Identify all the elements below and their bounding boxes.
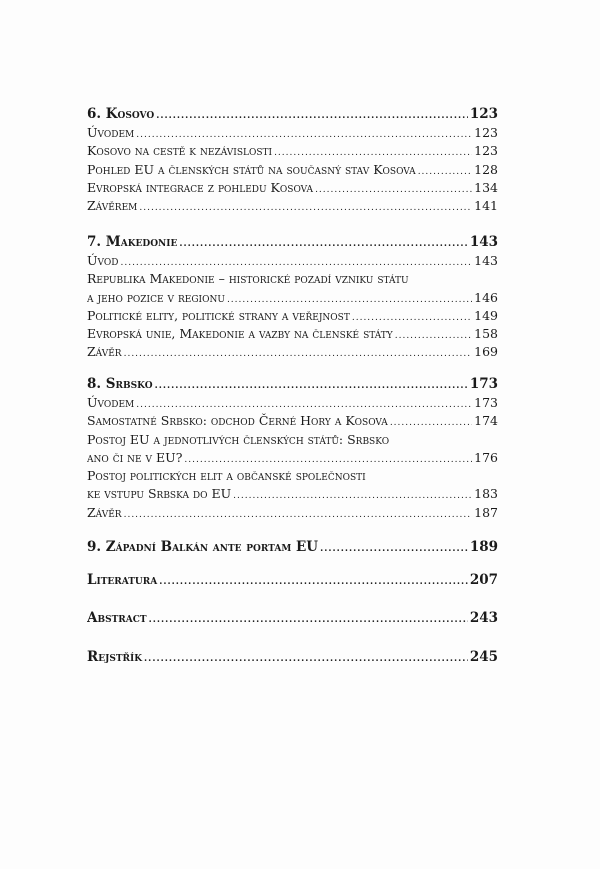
page-number: 207 (469, 572, 498, 588)
chapter-entry[interactable] (87, 608, 498, 628)
subentry[interactable] (87, 504, 498, 522)
subentry-title-line[interactable]: Postoj politických elit a občanské společnosti (87, 468, 366, 484)
chapter-entry[interactable] (87, 537, 498, 557)
entry-title: Úvodem (87, 125, 135, 140)
chapter-section (87, 647, 498, 667)
dot-leader (124, 504, 473, 522)
entry-title: Pohled EU a členských států na současný stav Kosova (87, 161, 416, 177)
subentry-title-line[interactable]: Republika Makedonie – historické pozadí vzniku státu (87, 271, 409, 287)
dot-leader (352, 307, 472, 325)
page-number: 176 (474, 449, 498, 465)
chapter-section (87, 570, 498, 590)
entry-title: Evropská unie, Makedonie a vazby na členské státy (87, 326, 393, 342)
subentry[interactable] (87, 394, 498, 412)
dot-leader (227, 289, 472, 307)
subentry[interactable] (87, 412, 498, 430)
chapter-section (87, 374, 498, 522)
dot-leader (320, 537, 468, 557)
dot-leader (149, 608, 468, 628)
entry-title: Závěr (87, 504, 122, 520)
chapter-entry[interactable] (87, 104, 498, 124)
dot-leader (124, 343, 473, 361)
entry-title: Kosovo na cestě k nezávislosti (87, 143, 273, 159)
dot-leader (159, 570, 468, 590)
subentry-title-line[interactable]: Postoj EU a jednotlivých členských států: Srbsko (87, 431, 390, 447)
page-number: 158 (474, 326, 498, 342)
page-number: 243 (469, 610, 498, 626)
entry-title: Úvod (87, 253, 119, 268)
page-number: 187 (474, 504, 498, 520)
dot-leader (144, 647, 468, 667)
dot-leader (120, 252, 472, 270)
page-number: 128 (474, 161, 498, 177)
chapter-entry[interactable] (87, 232, 498, 252)
page-number: 143 (469, 234, 498, 250)
subentry[interactable] (87, 307, 498, 325)
subentry[interactable] (87, 124, 498, 142)
dot-leader (155, 374, 468, 394)
entry-title: Politické elity, politické strany a veřejnost (87, 307, 350, 323)
entry-title: Evropská integrace z pohledu Kosova (87, 179, 314, 195)
dot-leader (156, 104, 468, 124)
subentry[interactable] (87, 161, 498, 179)
entry-title: Rejstřík (87, 649, 143, 665)
dot-leader (395, 325, 472, 343)
page-number: 123 (469, 106, 498, 122)
page-number: 146 (474, 289, 498, 305)
entry-title: Úvodem (87, 395, 135, 410)
entry-title: a jeho pozice v regionu (87, 289, 225, 305)
chapter-entry[interactable] (87, 570, 498, 590)
subentry[interactable] (87, 325, 498, 343)
dot-leader (233, 485, 472, 503)
subentry[interactable] (87, 197, 498, 215)
dot-leader (179, 232, 467, 252)
entry-title: ano či ne v EU? (87, 449, 183, 465)
page-number: 183 (474, 486, 498, 502)
entry-title: Literatura (87, 572, 158, 588)
page-number: 189 (469, 539, 498, 555)
page-number: 173 (469, 376, 498, 392)
dot-leader (390, 412, 472, 430)
dot-leader (418, 161, 472, 179)
subentry[interactable] (87, 485, 498, 503)
dot-leader (136, 394, 472, 412)
dot-leader (139, 197, 472, 215)
chapter-entry[interactable] (87, 374, 498, 394)
subentry[interactable] (87, 252, 498, 270)
dot-leader (315, 179, 472, 197)
dot-leader (274, 142, 472, 160)
dot-leader (136, 124, 472, 142)
entry-title: Samostatné Srbsko: odchod Černé Hory a Kosova (87, 413, 388, 429)
page-number: 123 (474, 143, 498, 159)
chapter-section (87, 537, 498, 557)
page-number: 123 (474, 125, 498, 140)
entry-title: ke vstupu Srbska do EU (87, 486, 232, 502)
subentry[interactable] (87, 179, 498, 197)
chapter-section (87, 608, 498, 628)
subentry[interactable] (87, 289, 498, 307)
entry-title: Závěr (87, 344, 122, 360)
subentry[interactable] (87, 449, 498, 467)
chapter-section (87, 232, 498, 362)
page-number: 169 (474, 344, 498, 360)
page-number: 143 (474, 253, 498, 268)
page-number: 173 (474, 395, 498, 410)
subentry[interactable] (87, 343, 498, 361)
page-number: 134 (474, 179, 498, 195)
page-number: 245 (469, 649, 498, 665)
chapter-entry[interactable] (87, 647, 498, 667)
page-number: 149 (474, 307, 498, 323)
subentry[interactable] (87, 142, 498, 160)
entry-title: Abstract (87, 610, 147, 626)
entry-title: 9. Západní Balkán ante portam EU (87, 539, 319, 555)
entry-title: 7. Makedonie (87, 234, 178, 250)
page-number: 141 (474, 198, 498, 214)
chapter-section (87, 104, 498, 215)
entry-title: 8. Srbsko (87, 376, 153, 392)
entry-title: Závěrem (87, 198, 138, 214)
dot-leader (184, 449, 472, 467)
entry-title: 6. Kosovo (87, 106, 155, 122)
page-number: 174 (474, 413, 498, 429)
